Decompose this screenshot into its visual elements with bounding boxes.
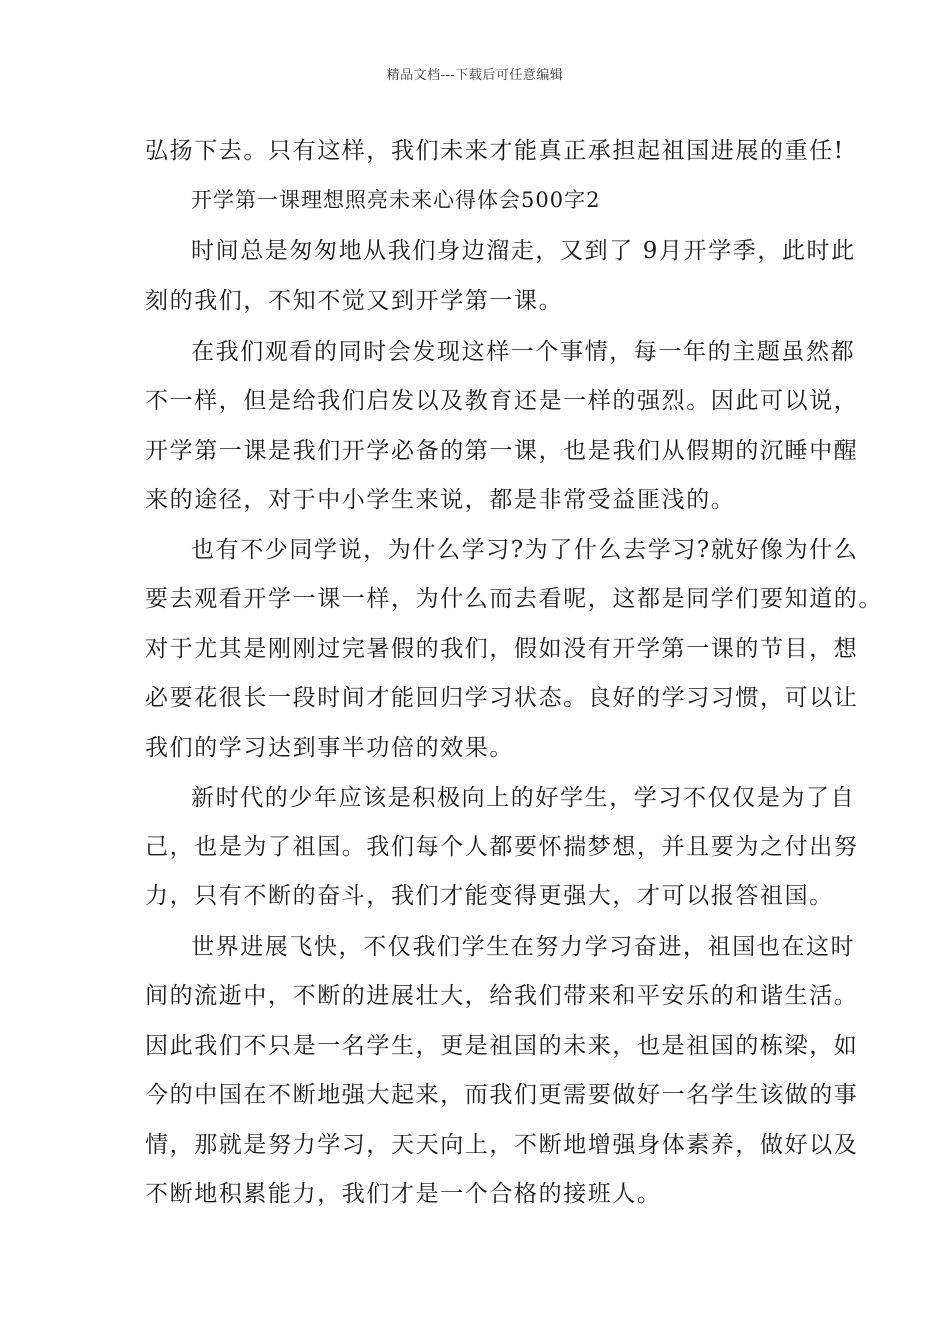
paragraph-line: 不一样，但是给我们启发以及教育还是一样的强烈。因此可以说， [145,388,859,414]
paragraph-line: 开学第一课是我们开学必备的第一课，也是我们从假期的沉睡中醒 [145,438,859,464]
paragraph-line: 我们的学习达到事半功倍的效果。 [145,735,514,761]
paragraph-line: 来的途径，对于中小学生来说，都是非常受益匪浅的。 [145,487,736,513]
paragraph-line: 要去观看开学一课一样，为什么而去看呢，这都是同学们要知道的。 [145,586,883,612]
paragraph-line: 己，也是为了祖国。我们每个人都要怀揣梦想，并且要为之付出努 [145,834,859,860]
paragraph-line: 必要花很长一段时间才能回归学习状态。良好的学习习惯，可以让 [145,685,859,711]
paragraph-line: 世界进展飞快，不仅我们学生在努力学习奋进，祖国也在这时 [191,934,856,960]
paragraph-line: 间的流逝中，不断的进展壮大，给我们带来和平安乐的和谐生活。 [145,983,859,1009]
section-heading: 开学第一课理想照亮未来心得体会500字2 [191,188,601,212]
paragraph-line: 力，只有不断的奋斗，我们才能变得更强大，才可以报答祖国。 [145,883,834,909]
paragraph-line: 也有不少同学说，为什么学习?为了什么去学习?就好像为什么 [191,537,859,563]
paragraph-line: 新时代的少年应该是积极向上的好学生，学习不仅仅是为了自 [191,785,856,811]
paragraph-line: 今的中国在不断地强大起来，而我们更需要做好一名学生该做的事 [145,1082,859,1108]
paragraph-line: 不断地积累能力，我们才是一个合格的接班人。 [145,1181,662,1207]
paragraph-line: 情，那就是努力学习，天天向上，不断地增强身体素养，做好以及 [145,1132,859,1158]
paragraph-line: 弘扬下去。只有这样，我们未来才能真正承担起祖国进展的重任! [145,138,845,164]
paragraph-line: 时间总是匆匆地从我们身边溜走，又到了 9月开学季，此时此 [191,238,856,264]
paragraph-line: 对于尤其是刚刚过完暑假的我们，假如没有开学第一课的节目，想 [145,636,859,662]
paragraph-line: 刻的我们，不知不觉又到开学第一课。 [145,288,564,314]
paragraph-line: 在我们观看的同时会发现这样一个事情，每一年的主题虽然都 [191,339,856,365]
paragraph-line: 因此我们不只是一名学生，更是祖国的未来，也是祖国的栋梁，如 [145,1033,859,1059]
page-header: 精品文档---下载后可任意编辑 [386,68,564,83]
